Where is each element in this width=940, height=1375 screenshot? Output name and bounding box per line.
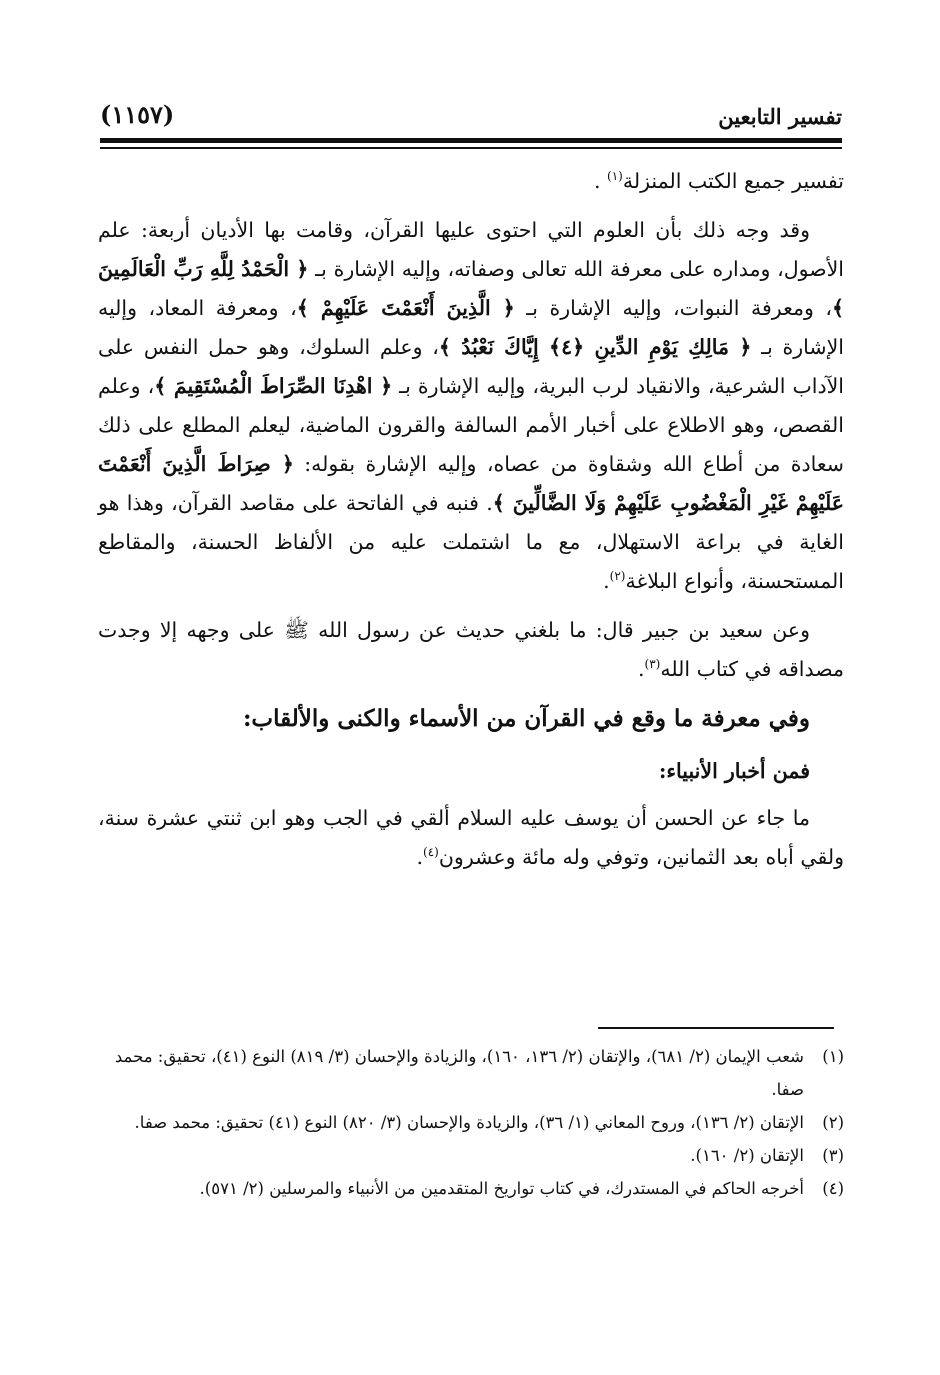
footnote-number: (٣) xyxy=(822,1146,844,1165)
footnote-separator xyxy=(598,1027,834,1029)
footnote-1 xyxy=(98,1040,844,1106)
running-title: تفسير التابعين xyxy=(718,104,842,129)
page-number: (١١٥٧) xyxy=(100,100,175,129)
page-header xyxy=(100,98,842,132)
paragraph-2-part-a: وقد وجه ذلك بأن العلوم التي احتوى عليها القرآن، وقامت بها الأديان أربعة: علم الأصول، ومداره على معرفة الله تعالى وصفاته، وإليه الإشارة بـ xyxy=(98,218,844,281)
footnote-2 xyxy=(98,1106,844,1139)
footnote-ref-2[interactable]: (٢) xyxy=(609,569,626,584)
quran-verse-2: ﴿ الَّذِينَ أَنْعَمْتَ عَلَيْهِمْ ﴾ xyxy=(296,296,515,320)
quran-verse-4: ﴿ اهْدِنَا الصِّرَاطَ الْمُسْتَقِيمَ ﴾ xyxy=(154,374,393,398)
footnote-text: شعب الإيمان (٢/ ٦٨١)، والإتقان (٢/ ١٣٦، ١٦٠)، والزيادة والإحسان (٣/ ٨١٩) النوع (٤١)، تحقيق: محمد صفا. xyxy=(114,1047,804,1099)
paragraph-1 xyxy=(98,162,844,201)
header-rule-thin xyxy=(100,147,842,149)
footnote-ref-3[interactable]: (٣) xyxy=(644,657,661,672)
quran-verse-1: ﴿ الْحَمْدُ لِلَّهِ رَبِّ الْعَالَمِينَ ﴾ xyxy=(98,257,845,320)
footnote-number: (٤) xyxy=(822,1179,844,1198)
header-rule-thick xyxy=(100,138,842,143)
paragraph-3-text: وعن سعيد بن جبير قال: ما بلغني حديث عن رسول الله ﷺ على وجهه إلا وجدت مصداقه في كتاب الله xyxy=(98,618,844,681)
paragraph-2-part-e: ، وعلم القصص، وهو الاطلاع على أخبار الأمم السالفة والقرون الماضية، ليعلم المطلع على ذلك سعادة من أطاع الله وشقاوة من عصاه، وإليه الإشارة بقوله: xyxy=(98,374,844,476)
paragraph-3-end: . xyxy=(637,657,645,681)
section-heading: وفي معرفة ما وقع في القرآن من الأسماء والكنى والألقاب: xyxy=(242,705,810,732)
paragraph-4 xyxy=(98,799,844,877)
paragraph-2-part-c: ، ومعرفة المعاد، وإليه الإشارة بـ xyxy=(98,296,844,359)
paragraph-2-part-b: ، ومعرفة النبوات، وإليه الإشارة بـ xyxy=(514,296,832,320)
quran-verse-5: ﴿ صِرَاطَ الَّذِينَ أَنْعَمْتَ عَلَيْهِمْ غَيْرِ الْمَغْضُوبِ عَلَيْهِمْ وَلَا الضَّالِّينَ ﴾ xyxy=(98,452,844,515)
footnote-ref-4[interactable]: (٤) xyxy=(423,845,439,860)
paragraph-1-end: . xyxy=(593,169,608,193)
footnote-3 xyxy=(98,1139,844,1172)
footnote-text: الإتقان (٢/ ١٣٦)، وروح المعاني (١/ ٣٦)، والزيادة والإحسان (٣/ ٨٢٠) النوع (٤١) تحقيق: محمد صفا. xyxy=(134,1113,804,1132)
paragraph-4-end: . xyxy=(416,845,424,869)
paragraph-1-text: تفسير جميع الكتب المنزلة xyxy=(622,169,844,193)
paragraph-2-part-f: . فنبه في الفاتحة على مقاصد القرآن، وهذا هو الغاية في براعة الاستهلال، مع ما اشتملت عليه من الألفاظ الحسنة، والمقاطع المستحسنة، وأنواع البلاغة xyxy=(98,491,844,593)
main-text xyxy=(98,162,844,887)
paragraph-2 xyxy=(98,211,844,601)
footnote-ref-1[interactable]: (١) xyxy=(607,169,623,184)
paragraph-4-text: ما جاء عن الحسن أن يوسف عليه السلام ألقي في الجب وهو ابن ثنتي عشرة سنة، ولقي أباه بعد الثمانين، وتوفي وله مائة وعشرون xyxy=(98,806,844,869)
quran-verse-3: ﴿ مَالِكِ يَوْمِ الدِّينِ ﴿٤﴾ إِيَّاكَ نَعْبُدُ ﴾ xyxy=(438,335,752,359)
paragraph-2-end: . xyxy=(603,569,610,593)
footnote-text: أخرجه الحاكم في المستدرك، في كتاب تواريخ المتقدمين من الأنبياء والمرسلين (٢/ ٥٧١). xyxy=(199,1179,804,1198)
footnote-4 xyxy=(98,1172,844,1205)
footnote-text: الإتقان (٢/ ١٦٠). xyxy=(690,1146,804,1165)
paragraph-3 xyxy=(98,611,844,689)
paragraph-2-part-d: ، وعلم السلوك، وهو حمل النفس على الآداب الشرعية، والانقياد لرب البرية، وإليه الإشارة بـ xyxy=(98,335,844,398)
footnote-number: (٢) xyxy=(822,1113,844,1132)
subheading: فمن أخبار الأنبياء: xyxy=(658,759,810,783)
footnote-number: (١) xyxy=(822,1047,844,1066)
footnotes xyxy=(98,1040,844,1205)
